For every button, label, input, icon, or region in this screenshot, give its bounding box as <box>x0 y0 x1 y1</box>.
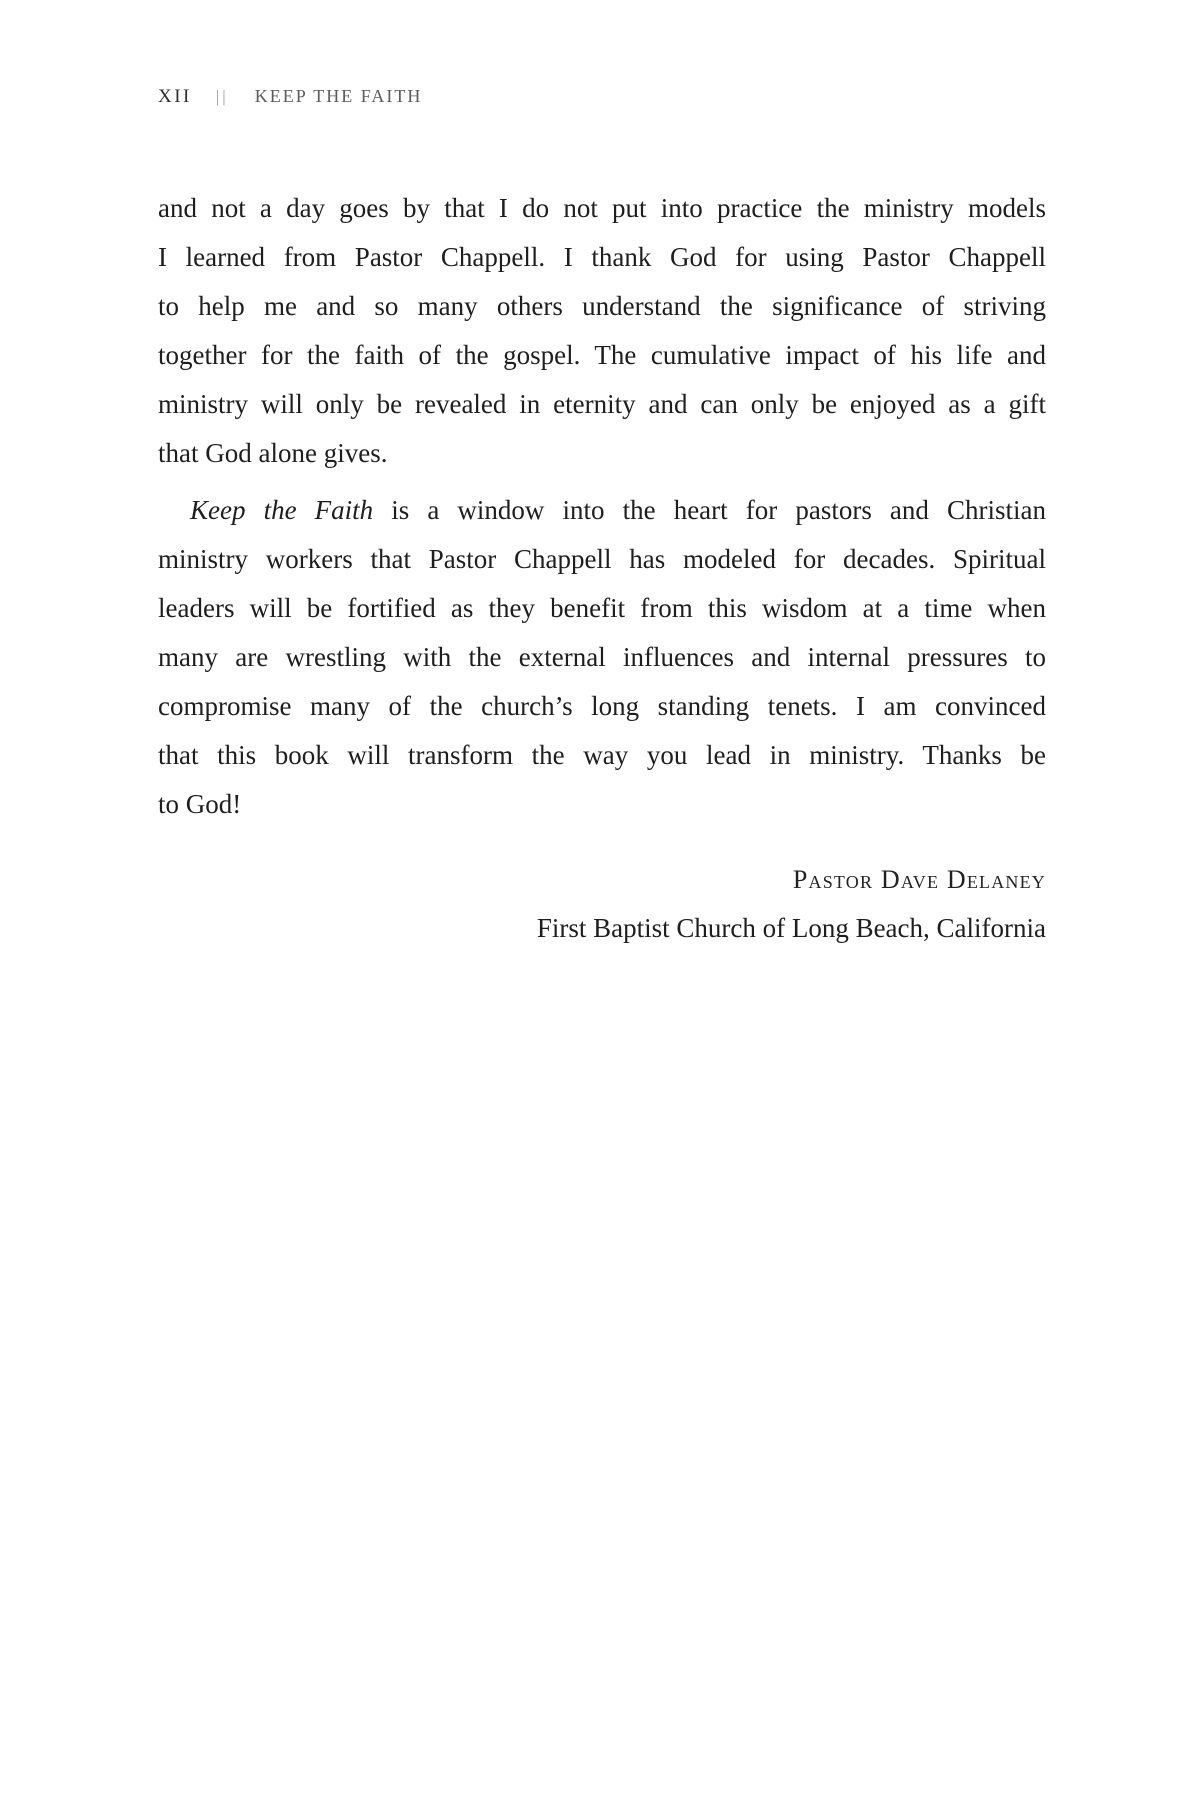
running-title: KEEP THE FAITH <box>254 86 423 106</box>
text-line: that this book will transform the way you lead in ministry. Thanks be <box>158 740 1046 770</box>
text-line: together for the faith of the gospel. The cumulative impact of his life and <box>158 340 1046 370</box>
text-line: and not a day goes by that I do not put into practice the ministry models <box>158 193 1046 223</box>
signature-affiliation: First Baptist Church of Long Beach, California <box>536 913 1046 943</box>
text-line-rest: is a window into the heart for pastors and Christian <box>391 495 1046 525</box>
text-line: to help me and so many others understand the significance of striving <box>158 291 1046 321</box>
text-line: ministry workers that Pastor Chappell has modeled for decades. Spiritual <box>158 544 1046 574</box>
page-content <box>158 84 1046 953</box>
text-line: leaders will be fortified as they benefit from this wisdom at a time when <box>158 593 1046 623</box>
signature-name: Pastor Dave Delaney <box>792 865 1046 894</box>
paragraph-2 <box>158 486 1046 829</box>
paragraph-1 <box>158 184 1046 478</box>
text-line: I learned from Pastor Chappell. I thank God for using Pastor Chappell <box>158 242 1046 272</box>
book-title-italic: Keep the Faith <box>190 495 374 525</box>
text-line: that God alone gives. <box>158 438 388 468</box>
text-line <box>158 486 1046 535</box>
header-divider: || <box>215 87 229 106</box>
signature-block <box>158 855 1046 953</box>
text-line: compromise many of the church’s long standing tenets. I am convinced <box>158 691 1046 721</box>
text-line: many are wrestling with the external influences and internal pressures to <box>158 642 1046 672</box>
folio-page-number: XII <box>158 86 192 107</box>
text-line: to God! <box>158 789 242 819</box>
body-text <box>158 184 1046 829</box>
text-line: ministry will only be revealed in eternity and can only be enjoyed as a gift <box>158 389 1046 419</box>
running-header <box>158 84 1046 109</box>
